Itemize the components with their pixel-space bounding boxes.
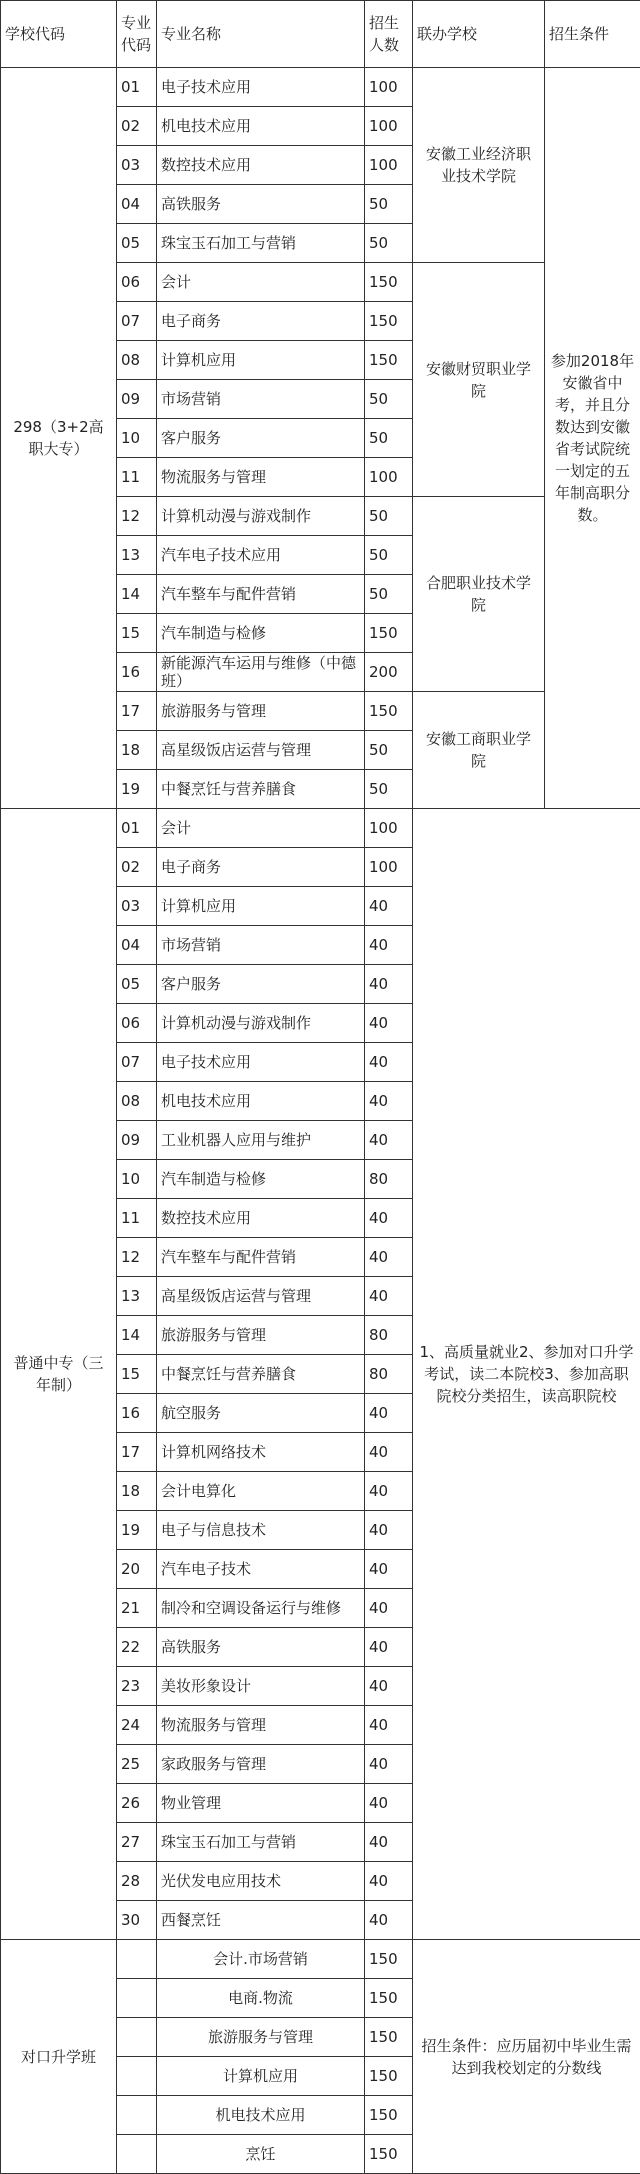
enrollment-cell: 150 bbox=[365, 2096, 413, 2135]
major-code-cell: 08 bbox=[117, 1082, 157, 1121]
major-code-cell: 01 bbox=[117, 68, 157, 107]
enrollment-cell: 150 bbox=[365, 2057, 413, 2096]
major-name-cell: 计算机应用 bbox=[157, 2057, 365, 2096]
enrollment-cell: 50 bbox=[365, 731, 413, 770]
enrollment-cell: 40 bbox=[365, 1862, 413, 1901]
major-name-cell: 会计 bbox=[157, 263, 365, 302]
major-code-cell: 02 bbox=[117, 848, 157, 887]
major-name-cell: 计算机应用 bbox=[157, 887, 365, 926]
major-code-cell: 01 bbox=[117, 809, 157, 848]
partner-school-cell: 安徽财贸职业学院 bbox=[413, 263, 545, 497]
major-code-cell: 18 bbox=[117, 731, 157, 770]
major-code-cell: 07 bbox=[117, 302, 157, 341]
enrollment-cell: 40 bbox=[365, 1199, 413, 1238]
major-name-cell: 中餐烹饪与营养膳食 bbox=[157, 770, 365, 809]
major-name-cell: 汽车电子技术应用 bbox=[157, 536, 365, 575]
major-name-cell: 电子技术应用 bbox=[157, 68, 365, 107]
enrollment-cell: 100 bbox=[365, 68, 413, 107]
major-name-cell: 高铁服务 bbox=[157, 185, 365, 224]
partner-school-cell: 安徽工业经济职业技术学院 bbox=[413, 68, 545, 263]
major-code-cell bbox=[117, 1979, 157, 2018]
major-code-cell: 23 bbox=[117, 1667, 157, 1706]
major-code-cell: 10 bbox=[117, 419, 157, 458]
major-code-cell: 19 bbox=[117, 770, 157, 809]
enrollment-cell: 80 bbox=[365, 1160, 413, 1199]
major-name-cell: 计算机动漫与游戏制作 bbox=[157, 1004, 365, 1043]
major-name-cell: 汽车制造与检修 bbox=[157, 1160, 365, 1199]
enrollment-cell: 200 bbox=[365, 653, 413, 692]
major-name-cell: 旅游服务与管理 bbox=[157, 1316, 365, 1355]
major-code-cell: 16 bbox=[117, 1394, 157, 1433]
major-code-cell: 30 bbox=[117, 1901, 157, 1940]
major-name-cell: 汽车整车与配件营销 bbox=[157, 575, 365, 614]
enrollment-cell: 40 bbox=[365, 1823, 413, 1862]
major-code-cell: 06 bbox=[117, 263, 157, 302]
enrollment-cell: 150 bbox=[365, 2018, 413, 2057]
enrollment-cell: 50 bbox=[365, 224, 413, 263]
school-code-cell: 298（3+2高职大专） bbox=[1, 68, 117, 809]
major-code-cell: 16 bbox=[117, 653, 157, 692]
major-name-cell: 工业机器人应用与维护 bbox=[157, 1121, 365, 1160]
major-name-cell: 电商.物流 bbox=[157, 1979, 365, 2018]
major-code-cell: 05 bbox=[117, 965, 157, 1004]
major-name-cell: 制冷和空调设备运行与维修 bbox=[157, 1589, 365, 1628]
major-code-cell: 09 bbox=[117, 380, 157, 419]
enrollment-cell: 150 bbox=[365, 692, 413, 731]
major-name-cell: 市场营销 bbox=[157, 380, 365, 419]
major-code-cell: 22 bbox=[117, 1628, 157, 1667]
enrollment-cell: 40 bbox=[365, 1784, 413, 1823]
major-code-cell: 09 bbox=[117, 1121, 157, 1160]
major-name-cell: 客户服务 bbox=[157, 419, 365, 458]
partner-school-cell: 安徽工商职业学院 bbox=[413, 692, 545, 809]
major-code-cell: 04 bbox=[117, 926, 157, 965]
major-name-cell: 客户服务 bbox=[157, 965, 365, 1004]
enrollment-cell: 100 bbox=[365, 848, 413, 887]
major-code-cell: 26 bbox=[117, 1784, 157, 1823]
major-code-cell: 15 bbox=[117, 614, 157, 653]
major-name-cell: 会计电算化 bbox=[157, 1472, 365, 1511]
major-code-cell bbox=[117, 2057, 157, 2096]
enrollment-cell: 150 bbox=[365, 1940, 413, 1979]
header-row bbox=[1, 1, 640, 68]
major-name-cell: 电子技术应用 bbox=[157, 1043, 365, 1082]
table-body bbox=[1, 68, 640, 2174]
major-name-cell: 美妆形象设计 bbox=[157, 1667, 365, 1706]
enrollment-cell: 40 bbox=[365, 1589, 413, 1628]
major-name-cell: 电子商务 bbox=[157, 302, 365, 341]
major-code-cell bbox=[117, 2018, 157, 2057]
major-code-cell: 12 bbox=[117, 497, 157, 536]
major-name-cell: 会计.市场营销 bbox=[157, 1940, 365, 1979]
major-name-cell: 电子商务 bbox=[157, 848, 365, 887]
enrollment-cell: 50 bbox=[365, 419, 413, 458]
header-conditions: 招生条件 bbox=[545, 1, 640, 68]
major-name-cell: 机电技术应用 bbox=[157, 2096, 365, 2135]
major-name-cell: 计算机动漫与游戏制作 bbox=[157, 497, 365, 536]
enrollment-cell: 40 bbox=[365, 1277, 413, 1316]
table-row bbox=[1, 68, 640, 107]
enrollment-cell: 40 bbox=[365, 965, 413, 1004]
enrollment-cell: 40 bbox=[365, 1433, 413, 1472]
conditions-cell: 1、高质量就业2、参加对口升学考试，读二本院校3、参加高职院校分类招生，读高职院校 bbox=[413, 809, 640, 1940]
major-code-cell: 06 bbox=[117, 1004, 157, 1043]
enrollment-cell: 40 bbox=[365, 1628, 413, 1667]
major-code-cell: 08 bbox=[117, 341, 157, 380]
header-school-code: 学校代码 bbox=[1, 1, 117, 68]
major-code-cell: 27 bbox=[117, 1823, 157, 1862]
enrollment-cell: 150 bbox=[365, 2135, 413, 2174]
enrollment-cell: 150 bbox=[365, 263, 413, 302]
enrollment-cell: 40 bbox=[365, 1238, 413, 1277]
major-code-cell: 10 bbox=[117, 1160, 157, 1199]
major-name-cell: 汽车电子技术 bbox=[157, 1550, 365, 1589]
major-code-cell: 20 bbox=[117, 1550, 157, 1589]
table-row bbox=[1, 1940, 640, 1979]
major-code-cell: 02 bbox=[117, 107, 157, 146]
school-code-cell: 普通中专（三年制） bbox=[1, 809, 117, 1940]
enrollment-cell: 40 bbox=[365, 1667, 413, 1706]
major-code-cell: 11 bbox=[117, 458, 157, 497]
enrollment-cell: 50 bbox=[365, 497, 413, 536]
major-name-cell: 计算机网络技术 bbox=[157, 1433, 365, 1472]
enrollment-cell: 50 bbox=[365, 380, 413, 419]
major-code-cell: 18 bbox=[117, 1472, 157, 1511]
major-code-cell bbox=[117, 2096, 157, 2135]
enrollment-cell: 40 bbox=[365, 926, 413, 965]
conditions-cell: 招生条件：应历届初中毕业生需达到我校划定的分数线 bbox=[413, 1940, 640, 2174]
enrollment-cell: 150 bbox=[365, 1979, 413, 2018]
header-major-name: 专业名称 bbox=[157, 1, 365, 68]
enrollment-cell: 100 bbox=[365, 146, 413, 185]
major-name-cell: 新能源汽车运用与维修（中德班） bbox=[157, 653, 365, 692]
major-name-cell: 物流服务与管理 bbox=[157, 458, 365, 497]
enrollment-cell: 40 bbox=[365, 1394, 413, 1433]
enrollment-cell: 40 bbox=[365, 1472, 413, 1511]
enrollment-cell: 40 bbox=[365, 1511, 413, 1550]
major-code-cell: 17 bbox=[117, 692, 157, 731]
major-name-cell: 家政服务与管理 bbox=[157, 1745, 365, 1784]
major-name-cell: 高星级饭店运营与管理 bbox=[157, 731, 365, 770]
major-code-cell: 04 bbox=[117, 185, 157, 224]
major-name-cell: 机电技术应用 bbox=[157, 107, 365, 146]
enrollment-cell: 40 bbox=[365, 1550, 413, 1589]
major-code-cell: 15 bbox=[117, 1355, 157, 1394]
major-name-cell: 计算机应用 bbox=[157, 341, 365, 380]
major-name-cell: 航空服务 bbox=[157, 1394, 365, 1433]
enrollment-cell: 40 bbox=[365, 1004, 413, 1043]
header-enrollment: 招生人数 bbox=[365, 1, 413, 68]
major-code-cell: 21 bbox=[117, 1589, 157, 1628]
major-name-cell: 汽车制造与检修 bbox=[157, 614, 365, 653]
partner-school-cell: 合肥职业技术学院 bbox=[413, 497, 545, 692]
major-code-cell bbox=[117, 2135, 157, 2174]
major-name-cell: 西餐烹饪 bbox=[157, 1901, 365, 1940]
major-code-cell: 03 bbox=[117, 146, 157, 185]
major-name-cell: 数控技术应用 bbox=[157, 146, 365, 185]
major-name-cell: 会计 bbox=[157, 809, 365, 848]
enrollment-cell: 100 bbox=[365, 809, 413, 848]
major-name-cell: 汽车整车与配件营销 bbox=[157, 1238, 365, 1277]
table-row bbox=[1, 809, 640, 848]
major-name-cell: 珠宝玉石加工与营销 bbox=[157, 1823, 365, 1862]
major-code-cell: 11 bbox=[117, 1199, 157, 1238]
enrollment-cell: 150 bbox=[365, 302, 413, 341]
major-name-cell: 珠宝玉石加工与营销 bbox=[157, 224, 365, 263]
enrollment-cell: 40 bbox=[365, 1706, 413, 1745]
enrollment-cell: 100 bbox=[365, 107, 413, 146]
major-code-cell: 07 bbox=[117, 1043, 157, 1082]
enrollment-cell: 150 bbox=[365, 614, 413, 653]
major-code-cell: 13 bbox=[117, 1277, 157, 1316]
major-name-cell: 机电技术应用 bbox=[157, 1082, 365, 1121]
enrollment-cell: 40 bbox=[365, 1745, 413, 1784]
enrollment-cell: 80 bbox=[365, 1355, 413, 1394]
conditions-cell: 参加2018年安徽省中考，并且分数达到安徽省考试院统一划定的五年制高职分数。 bbox=[545, 68, 640, 809]
major-name-cell: 光伏发电应用技术 bbox=[157, 1862, 365, 1901]
major-code-cell: 17 bbox=[117, 1433, 157, 1472]
major-code-cell bbox=[117, 1940, 157, 1979]
enrollment-cell: 40 bbox=[365, 1121, 413, 1160]
enrollment-cell: 40 bbox=[365, 887, 413, 926]
major-code-cell: 03 bbox=[117, 887, 157, 926]
major-name-cell: 旅游服务与管理 bbox=[157, 2018, 365, 2057]
header-partner-school: 联办学校 bbox=[413, 1, 545, 68]
major-name-cell: 高铁服务 bbox=[157, 1628, 365, 1667]
enrollment-cell: 50 bbox=[365, 536, 413, 575]
major-name-cell: 市场营销 bbox=[157, 926, 365, 965]
major-code-cell: 19 bbox=[117, 1511, 157, 1550]
major-code-cell: 24 bbox=[117, 1706, 157, 1745]
enrollment-cell: 40 bbox=[365, 1901, 413, 1940]
enrollment-cell: 40 bbox=[365, 1043, 413, 1082]
major-name-cell: 烹饪 bbox=[157, 2135, 365, 2174]
major-name-cell: 旅游服务与管理 bbox=[157, 692, 365, 731]
school-code-cell: 对口升学班 bbox=[1, 1940, 117, 2174]
major-code-cell: 25 bbox=[117, 1745, 157, 1784]
enrollment-cell: 150 bbox=[365, 341, 413, 380]
major-name-cell: 物业管理 bbox=[157, 1784, 365, 1823]
major-name-cell: 电子与信息技术 bbox=[157, 1511, 365, 1550]
enrollment-cell: 40 bbox=[365, 1082, 413, 1121]
enrollment-cell: 50 bbox=[365, 770, 413, 809]
major-name-cell: 高星级饭店运营与管理 bbox=[157, 1277, 365, 1316]
enrollment-cell: 100 bbox=[365, 458, 413, 497]
major-code-cell: 14 bbox=[117, 1316, 157, 1355]
major-code-cell: 28 bbox=[117, 1862, 157, 1901]
major-code-cell: 14 bbox=[117, 575, 157, 614]
major-code-cell: 13 bbox=[117, 536, 157, 575]
header-major-code: 专业代码 bbox=[117, 1, 157, 68]
major-name-cell: 中餐烹饪与营养膳食 bbox=[157, 1355, 365, 1394]
major-name-cell: 数控技术应用 bbox=[157, 1199, 365, 1238]
major-name-cell: 物流服务与管理 bbox=[157, 1706, 365, 1745]
major-code-cell: 12 bbox=[117, 1238, 157, 1277]
enrollment-cell: 50 bbox=[365, 185, 413, 224]
enrollment-cell: 80 bbox=[365, 1316, 413, 1355]
major-code-cell: 05 bbox=[117, 224, 157, 263]
enrollment-cell: 50 bbox=[365, 575, 413, 614]
